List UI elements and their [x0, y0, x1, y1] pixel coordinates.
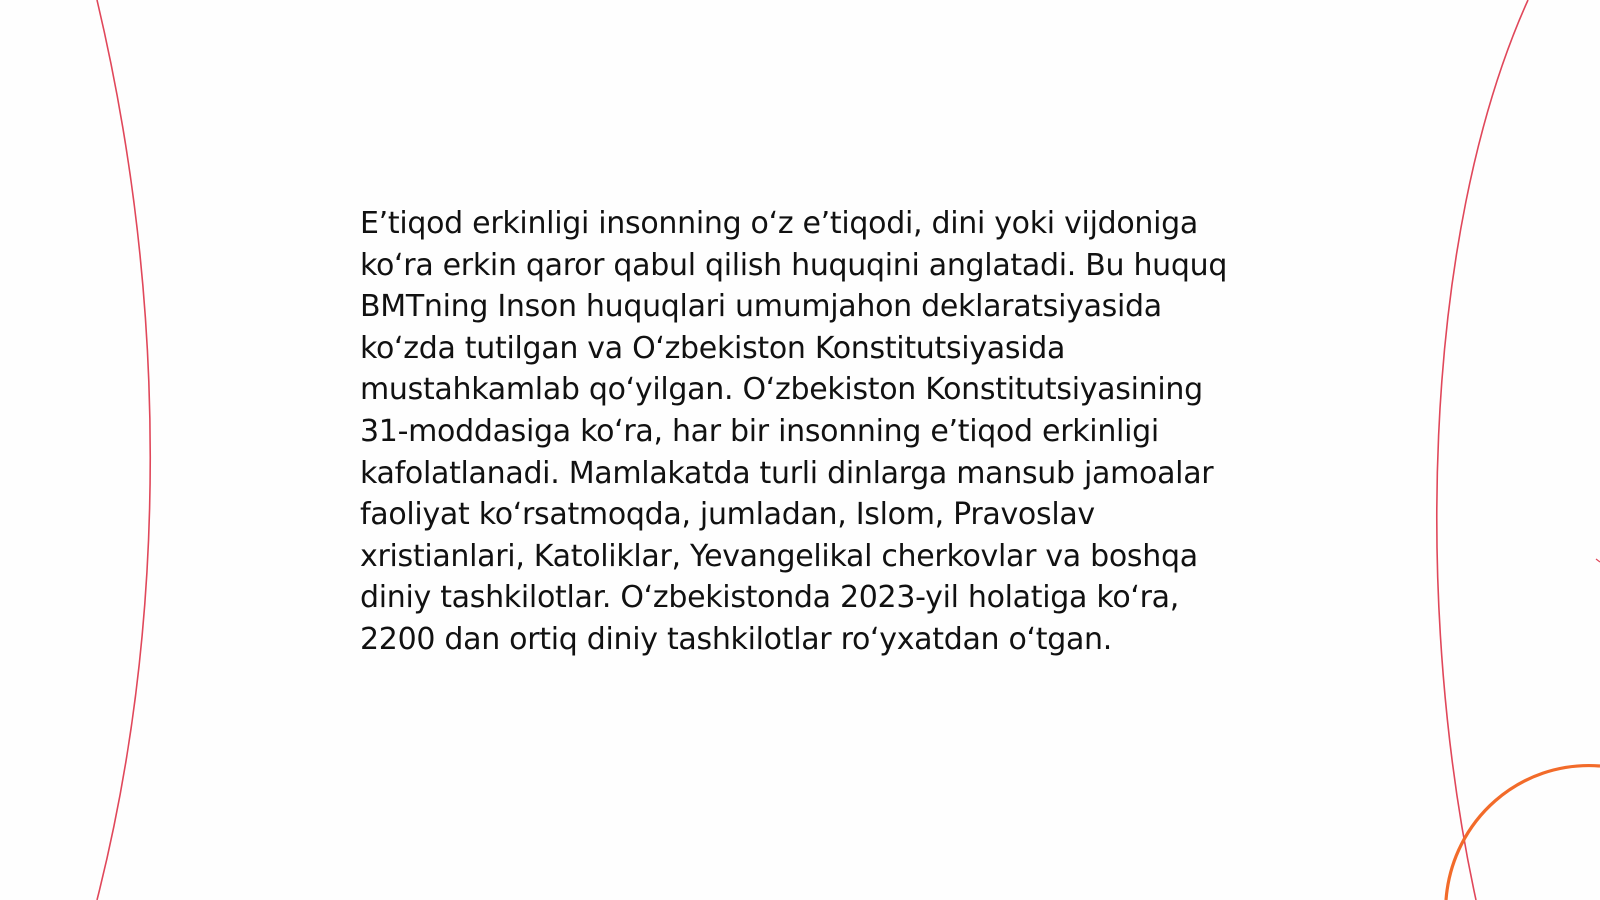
left-curve-line [97, 0, 150, 900]
right-curve-line [1437, 0, 1528, 900]
small-tick-mark [1596, 559, 1600, 562]
orange-circle-arc [1446, 766, 1600, 900]
body-paragraph: E’tiqod erkinligi insonning o‘z e’tiqodi, dini yoki vijdoniga ko‘ra erkin qaror qabul qilish huquqini anglatadi. Bu huquq BMTning Inson huquqlari umumjahon deklaratsiyasida ko‘zda tutilgan va O‘zbekiston Konstitutsiyasida mustahkamlab qo‘yilgan. O‘zbekiston Konstitutsiyasining 31-moddasiga ko‘ra, har bir insonning e’tiqod erkinligi kafolatlanadi. Mamlakatda turli dinlarga mansub jamoalar faoliyat ko‘rsatmoqda, jumladan, Islom, Pravoslav xristianlari, Katoliklar, Yevangelikal cherkovlar va boshqa diniy tashkilotlar. O‘zbekistonda 2023-yil holatiga ko‘ra, 2200 dan ortiq diniy tashkilotlar ro‘yxatdan o‘tgan. [360, 206, 1228, 657]
